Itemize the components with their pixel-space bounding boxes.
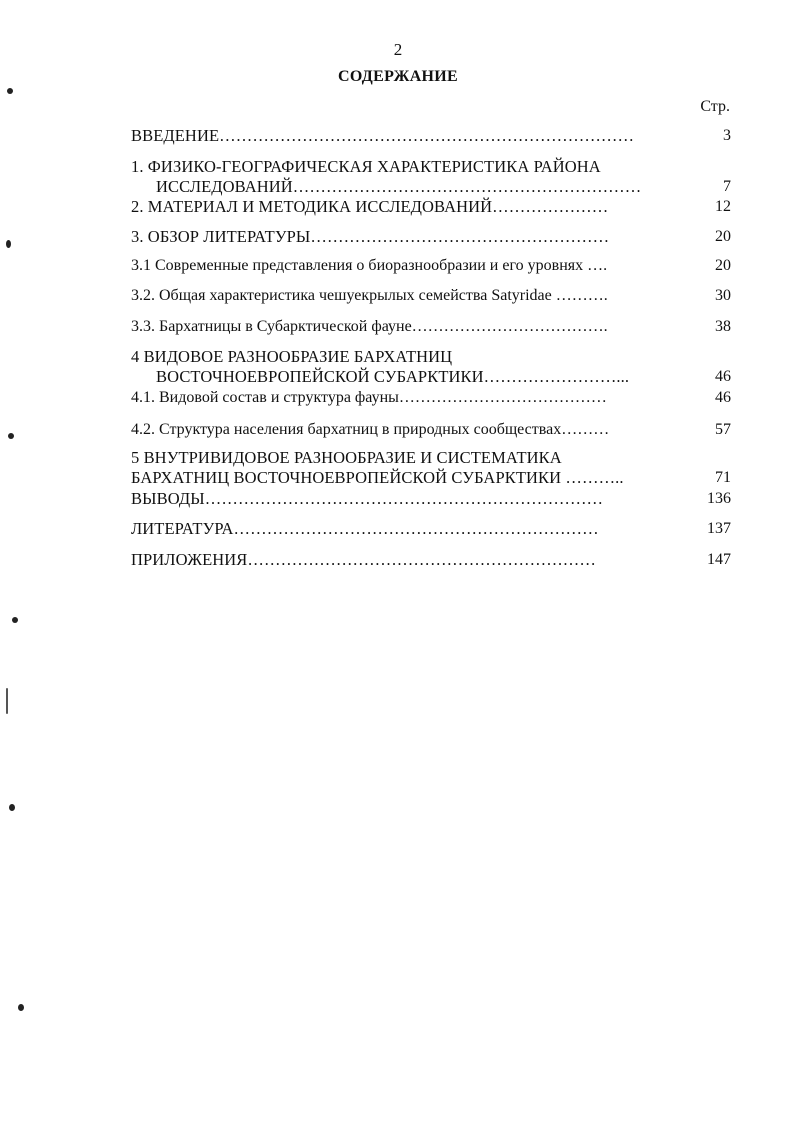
toc-entry-section-4-1[interactable] [131, 388, 731, 408]
toc-entry-page: 20 [715, 228, 731, 245]
toc-entry-page: 136 [707, 490, 731, 507]
toc-entry-section-3-2[interactable] [131, 286, 731, 306]
scan-mark [6, 688, 8, 714]
scan-mark [7, 88, 13, 94]
scan-mark [12, 617, 18, 623]
toc-entry-section-3-1[interactable] [131, 256, 731, 276]
toc-entry-page: 7 [723, 178, 731, 195]
toc-entry-page: 46 [715, 389, 731, 406]
page-column-label: Стр. [700, 98, 730, 115]
toc-entry-chapter-2[interactable] [131, 197, 731, 217]
toc-entry-chapter-4[interactable] [131, 347, 731, 387]
scan-mark [9, 804, 15, 811]
toc-entry-title: 3.1 Современные представления о биоразнообразии и его уровнях …. [131, 257, 608, 274]
toc-entry-page: 20 [715, 257, 731, 274]
toc-entry-chapter-3[interactable] [131, 227, 731, 247]
toc-entry-page: 137 [707, 520, 731, 537]
toc-entry-page: 57 [715, 421, 731, 438]
toc-entry-title-continued: БАРХАТНИЦ ВОСТОЧНОЕВРОПЕЙСКОЙ СУБАРКТИКИ ……….. [131, 468, 624, 487]
page-number: 2 [393, 40, 403, 59]
toc-entry-page: 30 [715, 287, 731, 304]
toc-entry-chapter-5[interactable] [131, 448, 731, 488]
toc-entry-conclusions[interactable] [131, 489, 731, 509]
toc-entry-title: 4 ВИДОВОЕ РАЗНООБРАЗИЕ БАРХАТНИЦ [131, 347, 453, 366]
toc-entry-title: 5 ВНУТРИВИДОВОЕ РАЗНООБРАЗИЕ И СИСТЕМАТИКА [131, 448, 562, 467]
toc-entry-title-continued: ИССЛЕДОВАНИЙ……………………………………………………… [156, 177, 642, 196]
toc-entry-title: 3.2. Общая характеристика чешуекрылых семейства Satyridae ………. [131, 287, 608, 304]
toc-entry-title: 3.3. Бархатницы в Субарктической фауне………………………………. [131, 318, 608, 335]
toc-entry-section-3-3[interactable] [131, 317, 731, 337]
toc-entry-page: 46 [715, 368, 731, 385]
toc-entry-title: ЛИТЕРАТУРА………………………………………………………… [131, 519, 599, 538]
toc-entry-appendices[interactable] [131, 550, 731, 570]
toc-entry-title: 3. ОБЗОР ЛИТЕРАТУРЫ……………………………………………… [131, 227, 610, 246]
toc-entry-page: 147 [707, 551, 731, 568]
toc-entry-page: 38 [715, 318, 731, 335]
toc-entry-introduction[interactable] [131, 126, 731, 146]
toc-entry-title: ВЫВОДЫ……………………………………………………………… [131, 489, 604, 508]
toc-entry-section-4-2[interactable] [131, 420, 731, 440]
toc-entry-title: 2. МАТЕРИАЛ И МЕТОДИКА ИССЛЕДОВАНИЙ………………… [131, 197, 609, 216]
toc-entry-page: 12 [715, 198, 731, 215]
scan-mark [18, 1004, 24, 1011]
scan-mark [8, 433, 14, 439]
toc-entry-chapter-1[interactable] [131, 157, 731, 197]
toc-entry-title: 4.2. Структура населения бархатниц в природных сообществах……… [131, 421, 610, 438]
toc-entry-title: 4.1. Видовой состав и структура фауны………………………………… [131, 389, 607, 406]
toc-entry-title: ПРИЛОЖЕНИЯ……………………………………………………… [131, 550, 597, 569]
toc-entry-page: 71 [715, 469, 731, 486]
toc-heading: СОДЕРЖАНИЕ [337, 68, 459, 85]
toc-entry-page: 3 [723, 127, 731, 144]
scan-mark [6, 240, 11, 248]
toc-entry-title: ВВЕДЕНИЕ………………………………………………………………… [131, 126, 635, 145]
toc-entry-title: 1. ФИЗИКО-ГЕОГРАФИЧЕСКАЯ ХАРАКТЕРИСТИКА РАЙОНА [131, 157, 601, 176]
toc-entry-title-continued: ВОСТОЧНОЕВРОПЕЙСКОЙ СУБАРКТИКИ……………………... [156, 367, 630, 386]
toc-entry-references[interactable] [131, 519, 731, 539]
